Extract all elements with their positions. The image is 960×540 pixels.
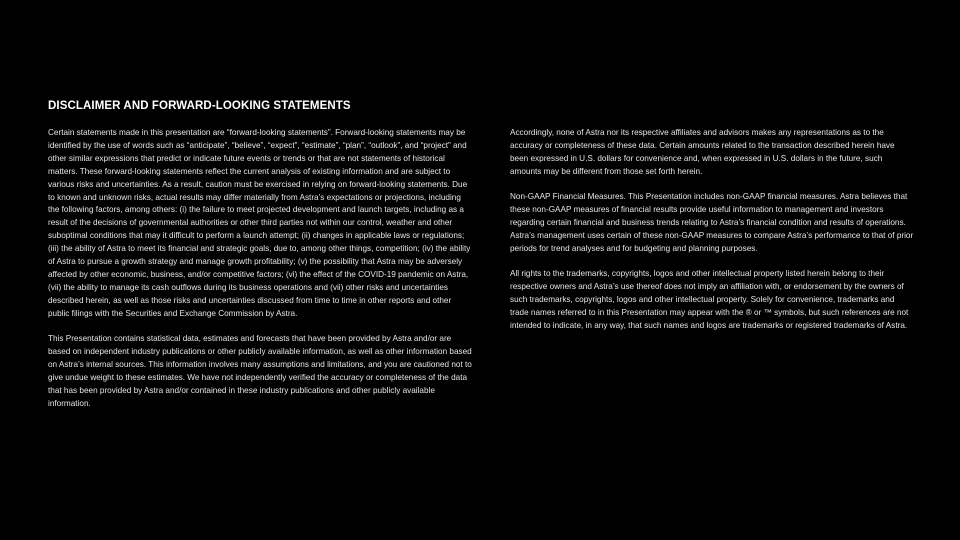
forward-looking-statements-paragraph: Certain statements made in this presentation are “forward-looking statements”. Forward-looking statements may be identified by the use of words such as “anticipate”, “believe”, “expect”, “estimate”, “plan”, “outlook”, and “project” and other similar expressions that predict or indicate future events or trends or that are not statements of historical matters. These forward-looking statements reflect the current analysis of existing information and are subject to various risks and uncertainties. As a result, caution must be exercised in relying on forward-looking statements. Due to known and unknown risks, actual results may differ materially from Astra’s expectations or projections, including the following factors, among others: (i) the failure to meet projected development and launch targets, including as a result of the decisions of governmental authorities or other third parties not within our control, weather and other suboptimal conditions that may it difficult to perform a launch attempt; (ii) changes in applicable laws or regulations; (iii) the ability of Astra to meet its financial and strategic goals, due to, among other things, competition; (iv) the ability of Astra to pursue a growth strategy and manage growth profitability; (v) the possibility that Astra may be adversely affected by other economic, business, and/or competitive factors; (vi) the effect of the COVID-19 pandemic on Astra, (vii) the ability to manage its cash outflows during its business operations and (vii) other risks and uncertainties described herein, as well as those risks and uncertainties discussed from time to time in other reports and other public filings with the Securities and Exchange Commission by Astra. <box>48 128 471 318</box>
trademarks-paragraph: All rights to the trademarks, copyrights, logos and other intellectual property listed herein belong to their respective owners and Astra’s use thereof does not imply an affiliation with, or endorsement by the owners of such trademarks, copyrights, logos and other intellectual property. Solely for convenience, trademarks and trade names referred to in this Presentation may appear with the ® or ™ symbols, but such references are not intended to indicate, in any way, that such names and logos are trademarks or registered trademarks of Astra. <box>510 269 909 330</box>
non-gaap-paragraph: Non-GAAP Financial Measures. This Presentation includes non-GAAP financial measures. Astra believes that these non-GAAP measures of financial results provide useful information to management and investors regarding certain financial and business trends relating to Astra’s financial condition and results of operations. Astra’s management uses certain of these non-GAAP measures to compare Astra’s performance to that of prior periods for trend analyses and for budgeting and planning purposes. <box>510 192 914 253</box>
accuracy-paragraph: Accordingly, none of Astra nor its respective affiliates and advisors makes any representations as to the accuracy or completeness of these data. Certain amounts related to the transaction described herein have been expressed in U.S. dollars for convenience and, when expressed in U.S. dollars in the future, such amounts may be different from those set forth herein. <box>510 128 895 176</box>
statistical-data-paragraph: This Presentation contains statistical data, estimates and forecasts that have been provided by Astra and/or are based on independent industry publications or other publicly available information, as well as other information based on Astra’s internal sources. This information involves many assumptions and limitations, and you are cautioned not to give undue weight to these estimates. We have not independently verified the accuracy or completeness of the data that has been provided by Astra and/or contained in these industry publications and other publicly available information. <box>48 334 472 408</box>
right-column <box>510 127 914 345</box>
slide-title: DISCLAIMER AND FORWARD-LOOKING STATEMENTS <box>48 100 351 112</box>
left-column <box>48 127 474 423</box>
